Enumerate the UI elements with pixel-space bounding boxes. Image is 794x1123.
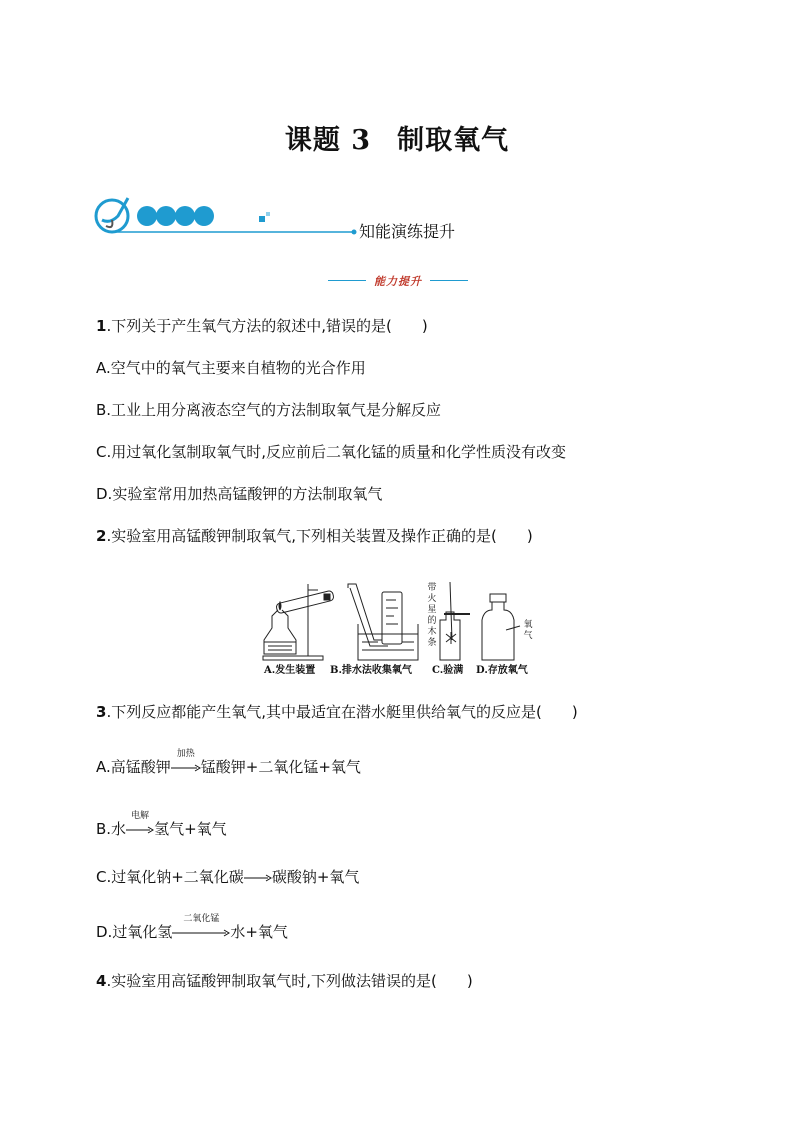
q3-c-arrow xyxy=(244,868,272,886)
arrow-icon xyxy=(172,929,230,937)
arrow-icon xyxy=(171,764,201,772)
label-glowing-stick: 带火星的木条 xyxy=(427,583,437,648)
q3-a-arrow xyxy=(171,749,201,776)
title-topic: 制取氧气 xyxy=(397,125,510,156)
figure-caption-b: B.排水法收集氧气 xyxy=(330,665,412,676)
q1-number: 1 xyxy=(96,317,107,335)
apparatus-a-generator xyxy=(263,584,334,660)
q3-c-reactant: C.过氧化钠+二氧化碳 xyxy=(96,868,244,886)
q3-d-product: 水+氧气 xyxy=(230,923,288,941)
section-label: 知能演练提升 xyxy=(359,222,456,241)
q1-stem-text: .下列关于产生氧气方法的叙述中,错误的是( ) xyxy=(106,317,428,335)
q3-d-reactant: D.过氧化氢 xyxy=(96,923,173,941)
q3-stem xyxy=(96,701,578,722)
q3-a-product: 锰酸钾+二氧化锰+氧气 xyxy=(200,758,361,776)
figure-caption-d: D.存放氧气 xyxy=(476,665,528,676)
sub-banner xyxy=(328,273,468,289)
label-oxygen-bottle: 氧气 xyxy=(523,620,533,641)
q2-number: 2 xyxy=(96,527,107,545)
q3-b-condition: 电解 xyxy=(131,811,150,821)
sub-banner-line-left xyxy=(328,280,366,281)
q3-option-c xyxy=(96,866,359,887)
q3-b-arrow xyxy=(126,811,154,838)
q3-d-arrow xyxy=(172,914,230,941)
arrow-icon xyxy=(126,826,154,834)
figure-caption-c: C.验满 xyxy=(432,665,464,676)
q1-stem xyxy=(96,315,428,336)
arrow-icon xyxy=(244,874,272,882)
title-lesson: 课题 3 xyxy=(284,125,372,156)
q3-d-condition: 二氧化锰 xyxy=(183,914,220,924)
apparatus-b-water-collection xyxy=(348,584,418,660)
q3-b-product: 氢气+氧气 xyxy=(154,820,227,838)
q3-b-reactant: B.水 xyxy=(96,820,127,838)
q4-stem-text: .实验室用高锰酸钾制取氧气时,下列做法错误的是( ) xyxy=(106,972,473,990)
apparatus-d-storage xyxy=(482,594,520,660)
apparatus-c-full-check xyxy=(440,582,470,660)
q3-option-a xyxy=(96,749,361,777)
q3-a-condition: 加热 xyxy=(176,749,195,759)
q1-option-d: D.实验室常用加热高锰酸钾的方法制取氧气 xyxy=(96,485,383,503)
q4-stem xyxy=(96,970,473,991)
q1-option-a: A.空气中的氧气主要来自植物的光合作用 xyxy=(96,359,366,377)
q3-number: 3 xyxy=(96,703,107,721)
q1-option-b: B.工业上用分离液态空气的方法制取氧气是分解反应 xyxy=(96,401,442,419)
q2-stem-text: .实验室用高锰酸钾制取氧气,下列相关装置及操作正确的是( ) xyxy=(106,527,533,545)
q3-option-d xyxy=(96,914,288,942)
sub-banner-line-right xyxy=(430,280,468,281)
q3-a-reactant: A.高锰酸钾 xyxy=(96,758,171,776)
brush-icon xyxy=(96,198,128,232)
q1-option-c: C.用过氧化氢制取氧气时,反应前后二氧化锰的质量和化学性质没有改变 xyxy=(96,443,567,461)
q3-c-product: 碳酸钠+氧气 xyxy=(271,868,360,886)
q2-stem xyxy=(96,525,533,546)
figure-caption-a: A.发生装置 xyxy=(264,665,316,676)
sub-banner-label: 能力提升 xyxy=(374,275,422,288)
q3-option-b xyxy=(96,811,227,839)
q4-number: 4 xyxy=(96,972,107,990)
q3-stem-text: .下列反应都能产生氧气,其中最适宜在潜水艇里供给氧气的反应是( ) xyxy=(106,703,578,721)
decor-dots xyxy=(137,206,214,226)
page-title xyxy=(0,118,794,157)
